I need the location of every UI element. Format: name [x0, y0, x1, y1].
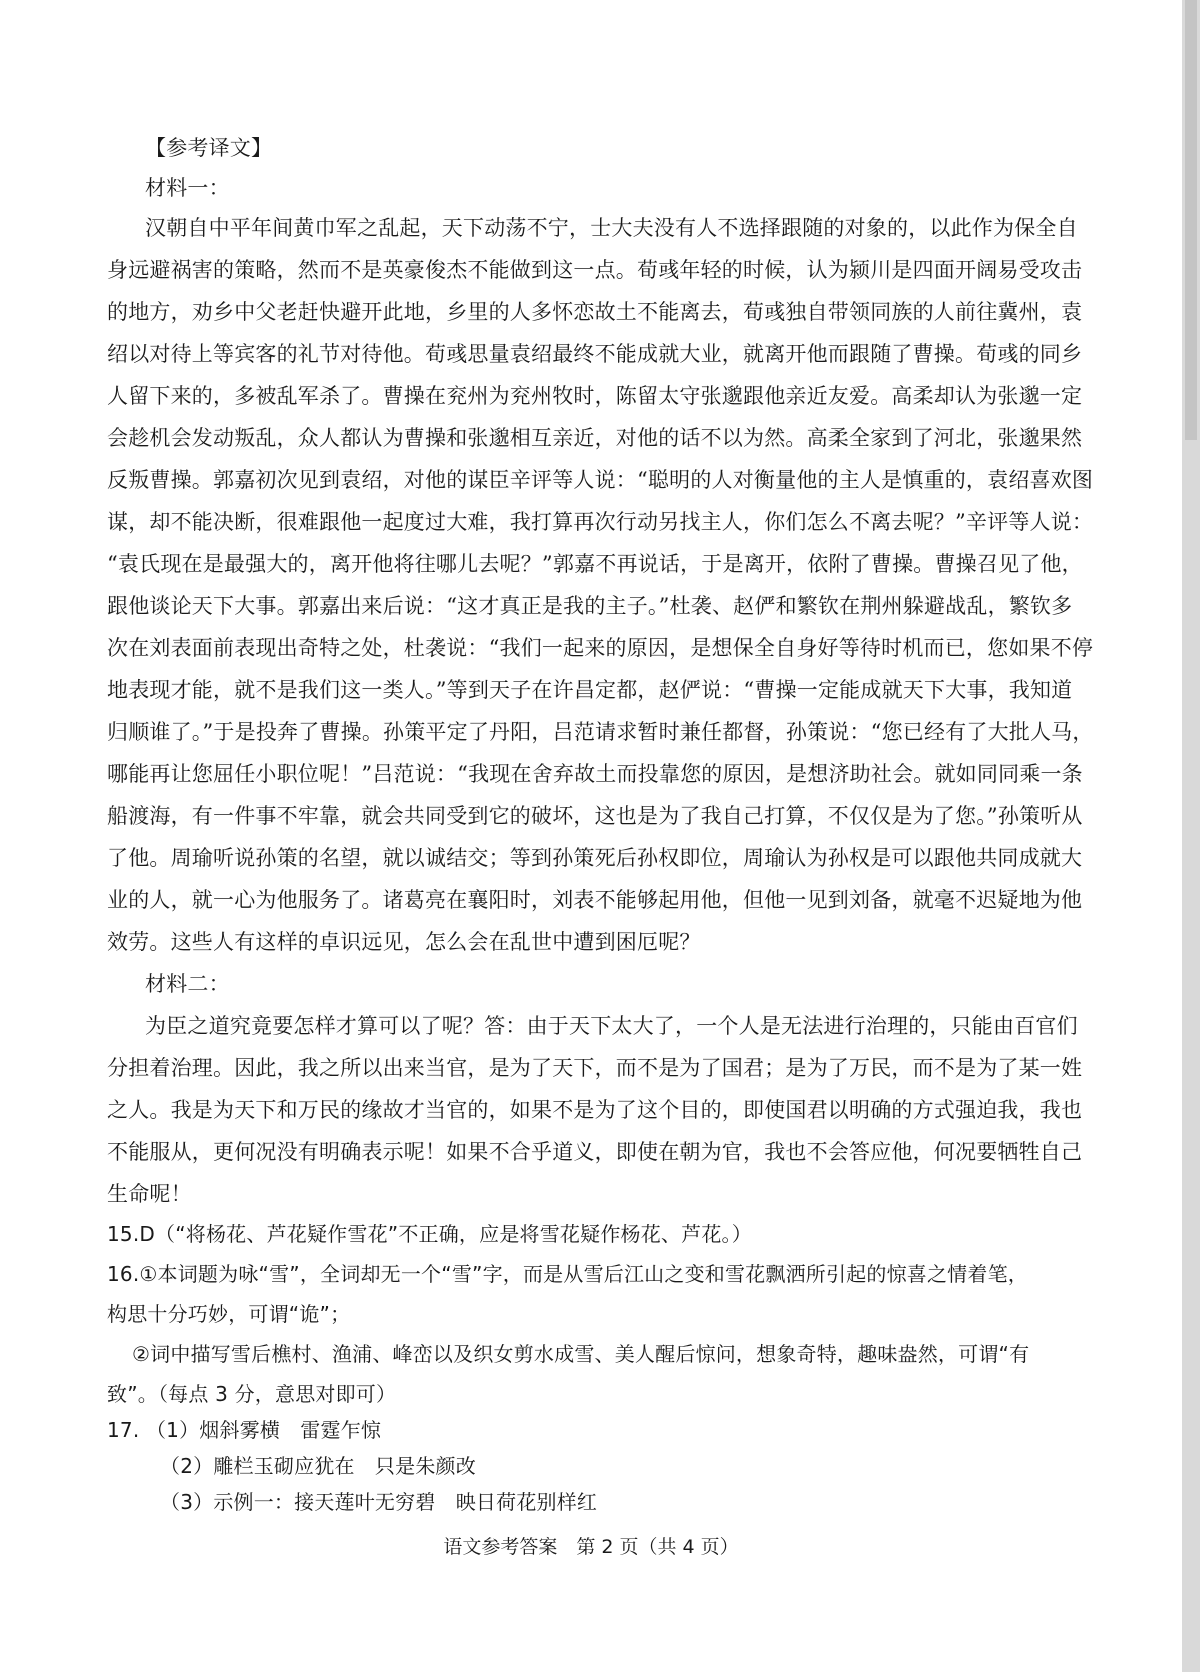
material1-line: 谋，却不能决断，很难跟他一起度过大难，我打算再次行动另找主人，你们怎么不离去呢？”辛评等人说： [107, 510, 1094, 534]
answer-15: 15.D（“将杨花、芦花疑作雪花”不正确，应是将雪花疑作杨花、芦花。） [107, 1222, 752, 1246]
material1-line: 哪能再让您屈任小职位呢！”吕范说：“我现在舍弃故土而投靠您的原因，是想济助社会。就如同同乘一条 [107, 762, 1083, 786]
material1-line: 跟他谈论天下大事。郭嘉出来后说：“这才真正是我的主子。”杜袭、赵俨和繁钦在荆州躲避战乱，繁钦多 [107, 594, 1073, 618]
material1-line: “袁氏现在是最强大的，离开他将往哪儿去呢？”郭嘉不再说话，于是离开，依附了曹操。曹操召见了他， [107, 552, 1083, 576]
answer-17-1: 17. （1）烟斜雾横 雷霆乍惊 [107, 1418, 382, 1442]
material2-line: 不能服从，更何况没有明确表示呢！如果不合乎道义，即使在朝为官，我也不会答应他，何况要牺牲自己 [107, 1140, 1083, 1164]
material1-line: 业的人，就一心为他服务了。诸葛亮在襄阳时，刘表不能够起用他，但他一见到刘备，就毫不迟疑地为他 [107, 888, 1083, 912]
material1-line: 次在刘表面前表现出奇特之处，杜袭说：“我们一起来的原因，是想保全自身好等待时机而已，您如果不停 [107, 636, 1094, 660]
material2-line: 分担着治理。因此，我之所以出来当官，是为了天下，而不是为了国君；是为了万民，而不是为了某一姓 [107, 1056, 1083, 1080]
answer-17-3: （3）示例一：接天莲叶无穷碧 映日荷花别样红 [160, 1490, 598, 1514]
material1-line: 人留下来的，多被乱军杀了。曹操在兖州为兖州牧时，陈留太守张邈跟他亲近友爱。高柔却认为张邈一定 [107, 384, 1083, 408]
answer-16-line: 致”。（每点 3 分，意思对即可） [107, 1382, 397, 1406]
material2-heading: 材料二： [145, 972, 230, 996]
material1-heading: 材料一： [145, 176, 230, 200]
material2-line: 之人。我是为天下和万民的缘故才当官的，如果不是为了这个目的，即使国君以明确的方式强迫我，我也 [107, 1098, 1083, 1122]
answer-16-line: ②词中描写雪后樵村、渔浦、峰峦以及织女剪水成雪、美人醒后惊问，想象奇特，趣味盎然，可谓“有 [132, 1342, 1030, 1366]
material1-line: 绍以对待上等宾客的礼节对待他。荀彧思量袁绍最终不能成就大业，就离开他而跟随了曹操。荀彧的同乡 [107, 342, 1083, 366]
material1-line: 了他。周瑜听说孙策的名望，就以诚结交；等到孙策死后孙权即位，周瑜认为孙权是可以跟他共同成就大 [107, 846, 1083, 870]
material1-line: 身远避祸害的策略，然而不是英豪俊杰不能做到这一点。荀彧年轻的时候，认为颍川是四面开阔易受攻击 [107, 258, 1083, 282]
material1-line: 效劳。这些人有这样的卓识远见，怎么会在乱世中遭到困厄呢？ [107, 930, 701, 954]
material1-line: 地表现才能，就不是我们这一类人。”等到天子在许昌定都，赵俨说：“曹操一定能成就天下大事，我知道 [107, 678, 1073, 702]
material1-line: 汉朝自中平年间黄巾军之乱起，天下动荡不宁，士大夫没有人不选择跟随的对象的，以此作为保全自 [145, 216, 1078, 240]
material2-line: 为臣之道究竟要怎样才算可以了呢？答：由于天下太大了，一个人是无法进行治理的，只能由百官们 [145, 1014, 1078, 1038]
section-title: 【参考译文】 [145, 136, 273, 160]
material2-line: 生命呢！ [107, 1182, 192, 1206]
material1-line: 反叛曹操。郭嘉初次见到袁绍，对他的谋臣辛评等人说：“聪明的人对衡量他的主人是慎重的，袁绍喜欢图 [107, 468, 1094, 492]
material1-line: 会趁机会发动叛乱，众人都认为曹操和张邈相互亲近，对他的话不以为然。高柔全家到了河北，张邈果然 [107, 426, 1083, 450]
scrollbar-thumb[interactable] [1185, 0, 1197, 440]
answer-17-2: （2）雕栏玉砌应犹在 只是朱颜改 [160, 1454, 476, 1478]
page-footer: 语文参考答案 第 2 页（共 4 页） [443, 1536, 739, 1558]
answer-16-line: 16.①本词题为咏“雪”，全词却无一个“雪”字，而是从雪后江山之变和雪花飘洒所引起的惊喜之情着笔， [107, 1262, 1028, 1286]
answer-16-line: 构思十分巧妙，可谓“诡”； [107, 1302, 351, 1326]
vertical-scrollbar[interactable] [1182, 0, 1200, 1672]
material1-line: 的地方，劝乡中父老赶快避开此地，乡里的人多怀恋故土不能离去，荀彧独自带领同族的人前往冀州，袁 [107, 300, 1083, 324]
material1-line: 船渡海，有一件事不牢靠，就会共同受到它的破坏，这也是为了我自己打算，不仅仅是为了您。”孙策听从 [107, 804, 1083, 828]
material1-line: 归顺谁了。”于是投奔了曹操。孙策平定了丹阳，吕范请求暂时兼任都督，孙策说：“您已经有了大批人马， [107, 720, 1094, 744]
